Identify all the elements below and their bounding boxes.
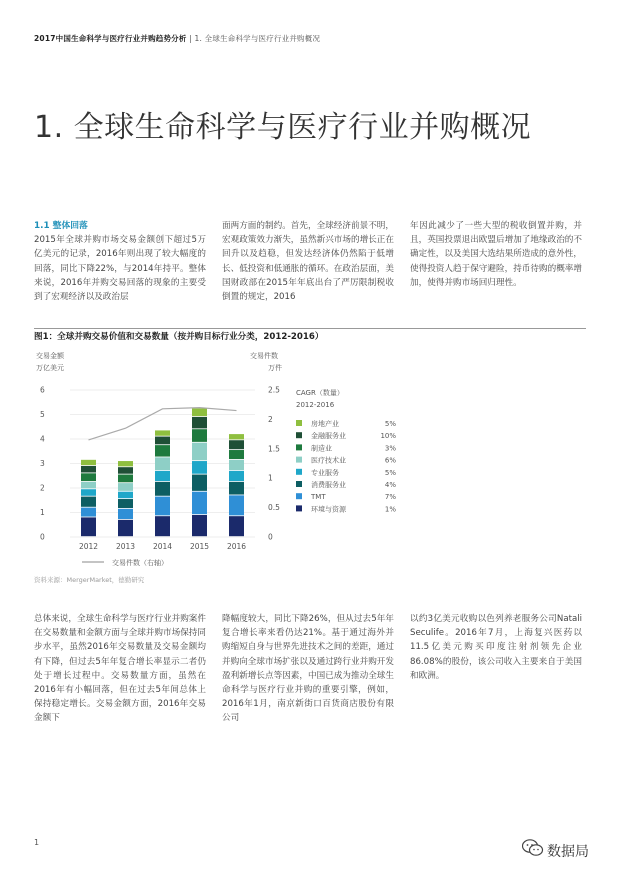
bar-segment — [81, 497, 96, 507]
bar-segment — [192, 475, 207, 491]
bar-segment — [229, 516, 244, 536]
wechat-icon — [522, 838, 544, 858]
legend-swatch — [296, 444, 302, 450]
intro-paragraph-1: 2015年全球并购市场交易金额创下超过5万亿美元的记录，2016年则出现了较大幅度的回落，同比下降22%，与2014年持平。整体来说，2016年并购交易回落的现象的主要受到了宏观经济以及政治层 — [34, 235, 206, 303]
bar-segment — [229, 495, 244, 515]
x-tick-label: 2014 — [152, 542, 173, 551]
left-tick-label: 3 — [40, 459, 45, 468]
bar-segment — [155, 445, 170, 456]
right-tick-label: 0.5 — [268, 503, 280, 513]
right-tick-label: 1.5 — [268, 444, 280, 454]
section-heading: 1.1 整体回落 — [34, 221, 88, 231]
header-separator: | — [189, 34, 192, 43]
page-title: 1. 全球生命科学与医疗行业并购概况 — [34, 110, 532, 145]
legend-swatch — [296, 457, 302, 463]
bar-segment — [118, 499, 133, 508]
bar-segment — [155, 437, 170, 445]
bar-segment — [192, 515, 207, 536]
x-tick-label: 2016 — [226, 542, 247, 551]
bar-segment — [155, 497, 170, 516]
bar-segment — [229, 482, 244, 495]
bar-segment — [118, 520, 133, 536]
body-paragraph-3: 以约3亿美元收购以色列养老服务公司Natali Seculife。2016年7月，上海复兴医药以11.5亿美元购买印度注射剂领先企业86.08%的股份，该公司收入主要来自于美国和欧洲。 — [410, 614, 582, 681]
left-tick-label: 2 — [40, 483, 45, 493]
intro-column-2 — [222, 219, 394, 304]
legend-cagr: 4% — [384, 481, 396, 489]
figure-source: 资料来源：MergerMarket，德勤研究 — [34, 576, 145, 584]
legend-cagr: 6% — [384, 456, 396, 465]
figure-divider — [34, 328, 586, 329]
legend-cagr: 3% — [384, 444, 396, 453]
bar-segment — [81, 473, 96, 481]
bar-segment — [81, 466, 96, 473]
legend-cagr: 5% — [384, 420, 396, 428]
bar-segment — [118, 492, 133, 499]
bar-segment — [118, 475, 133, 483]
left-tick-label: 1 — [40, 508, 45, 517]
legend-label: 制造业 — [311, 444, 332, 453]
bar-segment — [192, 492, 207, 514]
x-tick-label: 2015 — [189, 542, 210, 551]
bar-segment — [118, 509, 133, 519]
intro-column-3 — [410, 219, 582, 290]
bar-segment — [155, 482, 170, 496]
legend-swatch — [296, 481, 302, 487]
legend-label: 专业服务 — [311, 468, 339, 477]
bar-segment — [81, 508, 96, 517]
bar-segment — [229, 471, 244, 481]
right-axis-label-1: 交易件数 — [250, 352, 278, 360]
body-column-2 — [222, 612, 394, 726]
report-title: 2017中国生命科学与医疗行业并购趋势分析 — [34, 34, 187, 43]
bar-segment — [192, 443, 207, 461]
legend-cagr: 10% — [380, 432, 396, 441]
legend-label: 金融服务业 — [311, 432, 346, 441]
intro-column-1 — [34, 219, 206, 304]
bar-segment — [192, 408, 207, 416]
bar-segment — [118, 461, 133, 466]
x-tick-label: 2012 — [78, 542, 99, 551]
legend-swatch — [296, 469, 302, 475]
bar-segment — [229, 434, 244, 439]
header-section: 1. 全球生命科学与医疗行业并购概况 — [194, 34, 321, 43]
legend-swatch — [296, 432, 302, 438]
legend-cagr: 5% — [384, 468, 396, 477]
bar-segment — [192, 417, 207, 428]
legend-swatch — [296, 493, 302, 499]
left-tick-label: 4 — [40, 434, 45, 444]
bar-segment — [229, 450, 244, 459]
bar-segment — [81, 489, 96, 496]
legend-label: 房地产业 — [311, 420, 339, 428]
left-axis-label-1: 交易金额 — [36, 352, 64, 360]
bar-segment — [192, 429, 207, 442]
body-paragraph-2: 降幅度较大，同比下降26%，但从过去5年年复合增长率来看仍达21%。基于通过海外并购缩短自身与世界先进技术之间的差距，通过并购向全球市场扩张以及通过跨行业并购开发盈利新增长点等因素，中国已成为推动全球生命科学与医疗行业并购的重要引擎，例如，2016年1月，南京新街口百货商店股份有限公司 — [222, 614, 394, 724]
legend-title-2: 2012-2016 — [296, 401, 335, 409]
bar-segment — [155, 457, 170, 470]
running-header — [34, 33, 320, 44]
legend-cagr: 7% — [384, 493, 396, 502]
bar-segment — [81, 482, 96, 489]
right-tick-label: 0 — [268, 532, 273, 542]
body-column-1 — [34, 612, 206, 726]
intro-paragraph-3: 年因此减少了一些大型的税收倒置并购，并且，英国投票退出欧盟后增加了地缘政治的不确定性，以及美国大选结果所造成的意外性，使得投资人趋于保守避险，持币待购的概率增加，使得并购市场回归理性。 — [410, 221, 582, 288]
figure-title: 图1：全球并购交易价值和交易数量（按并购目标行业分类，2012-2016） — [34, 332, 324, 342]
left-tick-label: 6 — [40, 385, 45, 395]
legend-cagr: 1% — [384, 505, 396, 514]
right-tick-label: 2.5 — [268, 385, 280, 395]
legend-title-1: CAGR（数量） — [296, 389, 344, 397]
bar-segment — [155, 430, 170, 435]
legend-label: 环境与资源 — [311, 505, 346, 514]
logo-text: 数据局 — [547, 844, 589, 860]
bar-segment — [155, 516, 170, 536]
bar-segment — [118, 467, 133, 474]
bar-segment — [192, 461, 207, 474]
bar-segment — [229, 440, 244, 449]
left-tick-label: 5 — [40, 410, 45, 419]
legend-swatch — [296, 420, 302, 426]
left-axis-label-2: 万亿美元 — [36, 364, 64, 372]
body-paragraph-1: 总体来说，全球生命科学与医疗行业并购案件在交易数量和金额方面与全球并购市场保持同步水平，虽然2016年交易数量及交易金额均有下降，但过去5年年复合增长率显示二者仍处于增长过程中。交易数量方面，虽然在2016年有小幅回落，但在过去5年间总体上保持稳定增长。交易金额方面，2016年交易金额下 — [34, 614, 206, 724]
legend-label: 消费服务业 — [311, 481, 346, 489]
page-number: 1 — [34, 838, 40, 847]
legend-swatch — [296, 505, 302, 511]
bar-segment — [81, 460, 96, 465]
left-tick-label: 0 — [40, 532, 45, 542]
bar-segment — [229, 460, 244, 470]
x-tick-label: 2013 — [115, 542, 136, 551]
legend-label: 医疗技术业 — [311, 456, 346, 465]
bar-segment — [118, 483, 133, 491]
intro-paragraph-2: 面两方面的制约。首先，全球经济前景不明，宏观政策效力渐失，虽然新兴市场的增长正在回升以及趋稳，但发达经济体仍然陷于低增长、低投资和低通胀的循环。在政治层面，美国财政部在2015年年底出台了严厉限制税收倒置的规定，2016 — [222, 221, 394, 303]
legend-label: TMT — [311, 493, 326, 502]
body-column-3 — [410, 612, 582, 683]
right-tick-label: 2 — [268, 414, 273, 424]
bar-segment — [81, 517, 96, 536]
bar-segment — [155, 471, 170, 481]
merger-chart — [0, 340, 620, 575]
right-tick-label: 1 — [268, 473, 273, 483]
line-legend-label: 交易件数（右轴） — [112, 559, 168, 567]
right-axis-label-2: 万件 — [268, 364, 282, 372]
